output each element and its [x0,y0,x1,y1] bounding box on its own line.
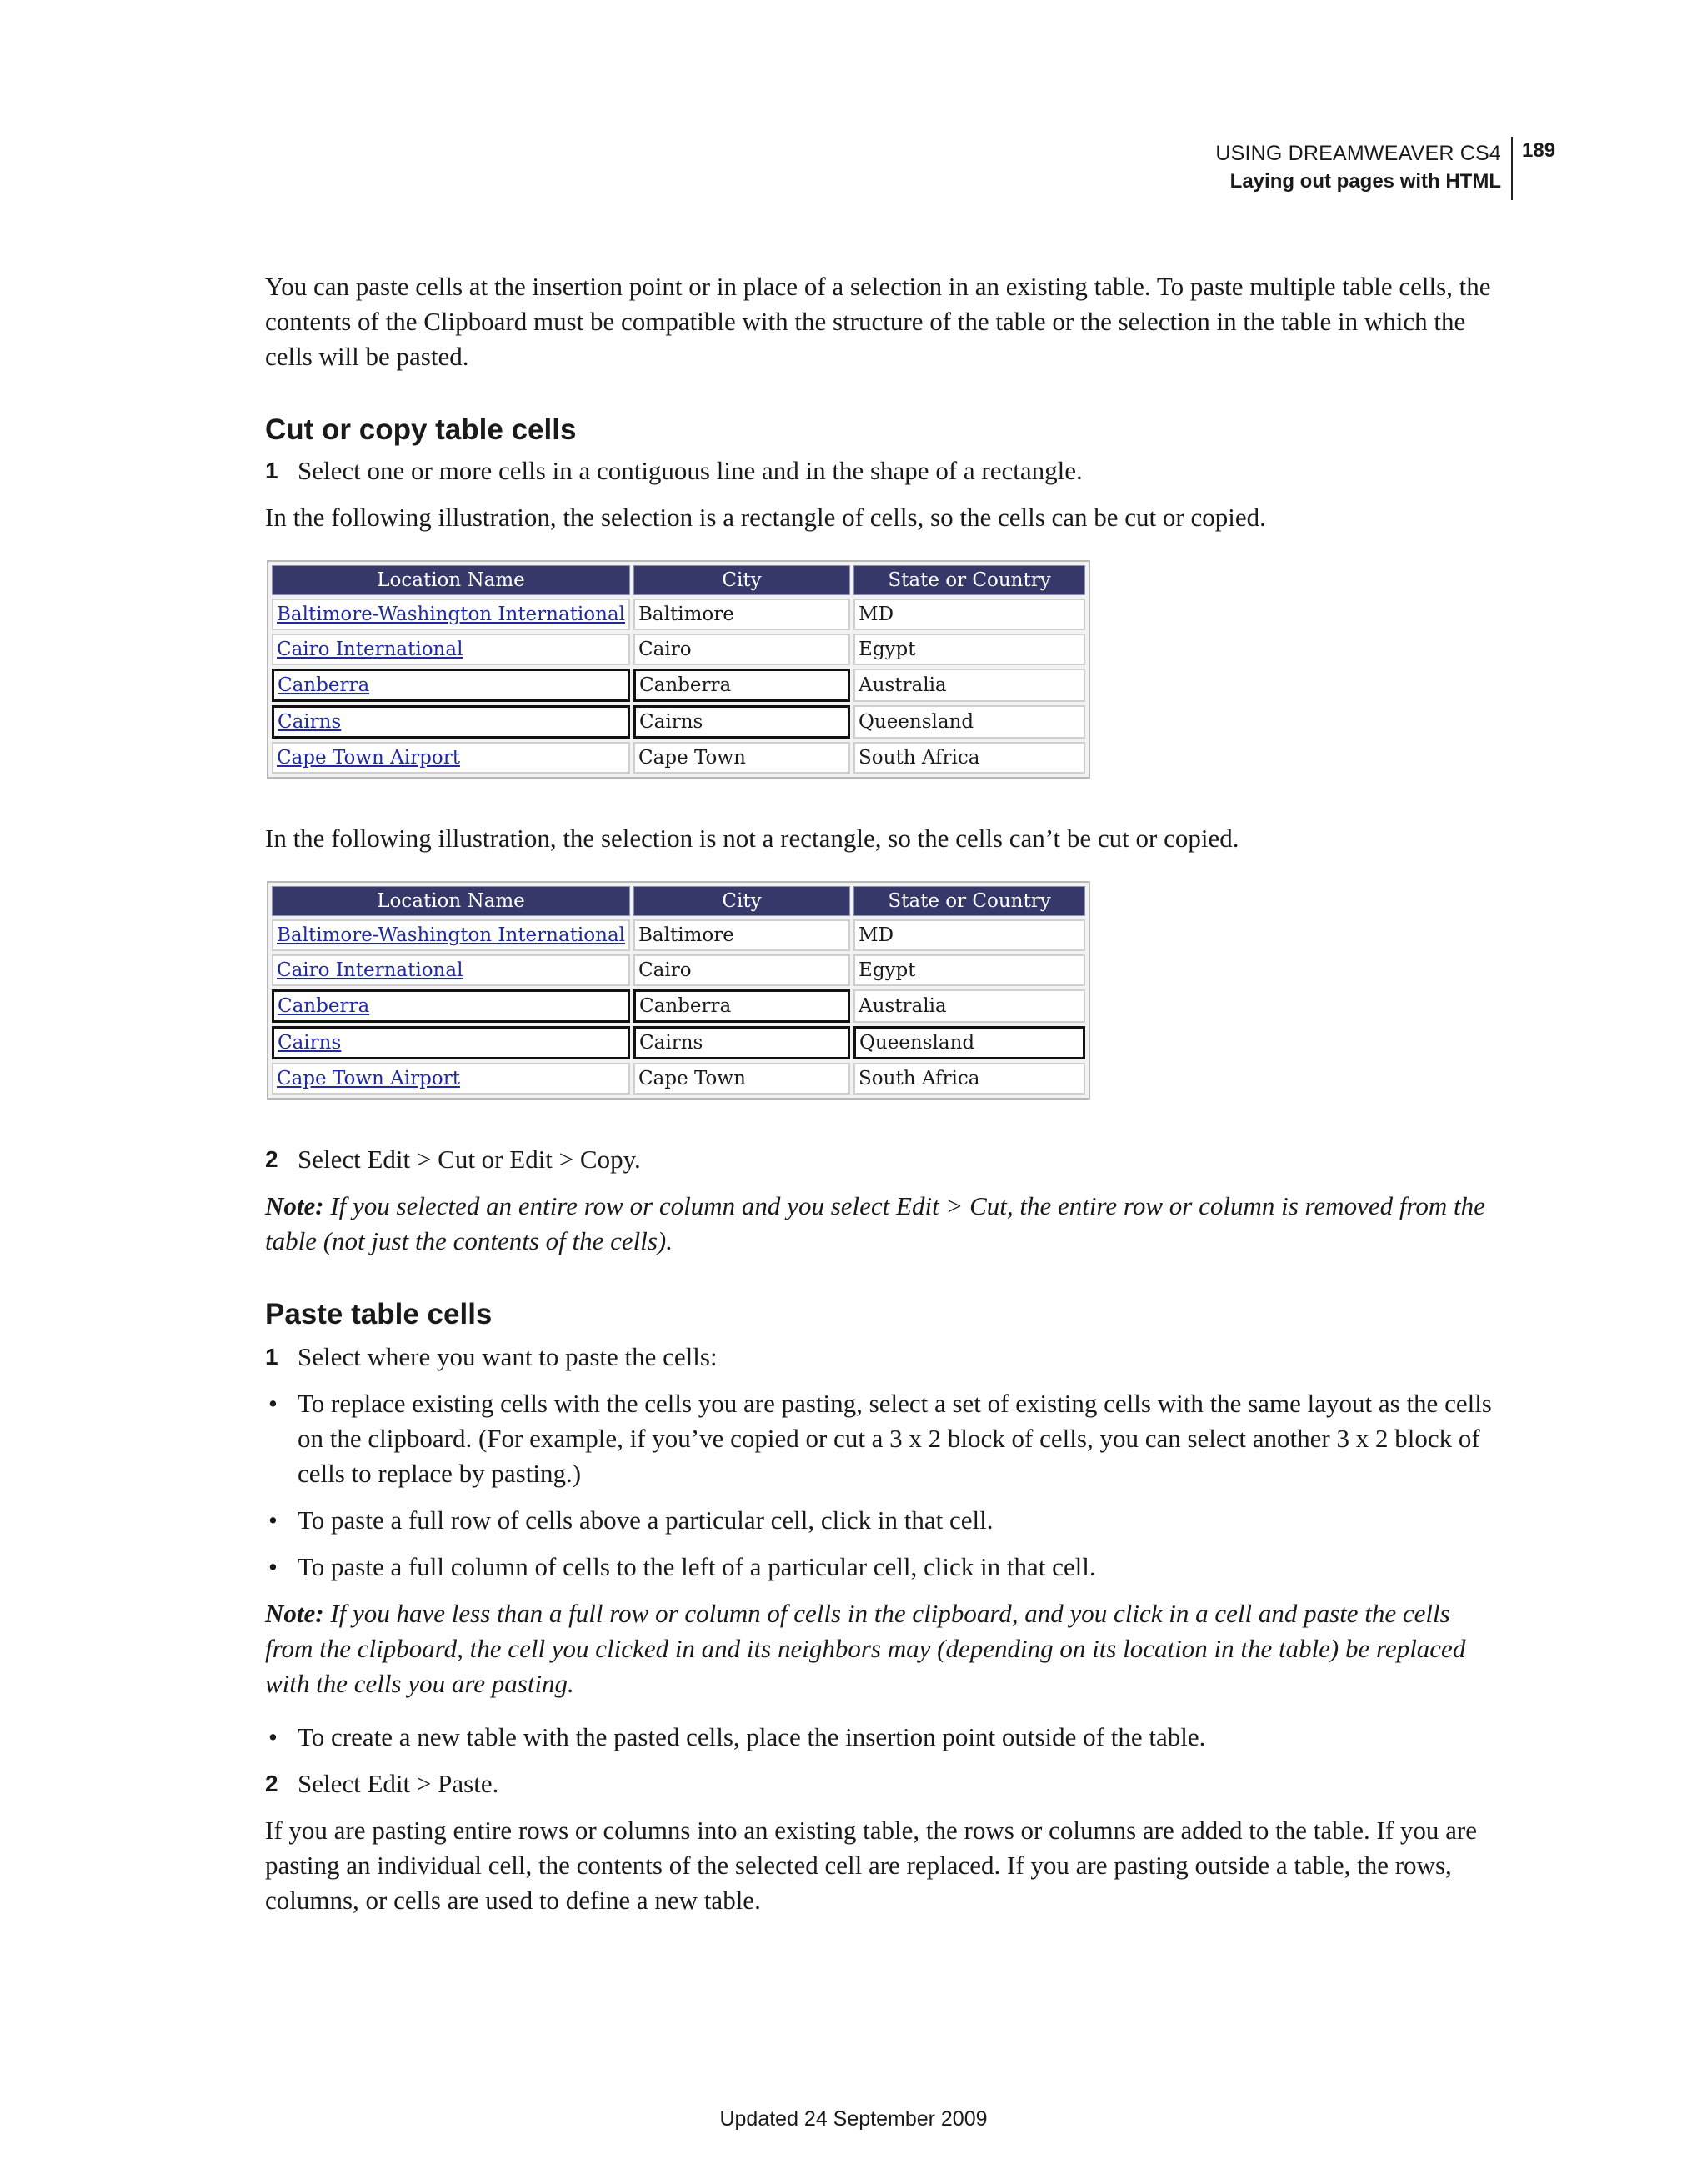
cell-state-selected: Queensland [854,1026,1085,1059]
cell-location-link-selected[interactable]: Canberra [272,669,630,702]
step-number: 1 [265,458,278,483]
header-divider [1511,137,1513,200]
header-city: City [633,565,850,595]
cell-state: MD [854,919,1085,951]
step-number: 1 [265,1344,278,1370]
cell-city: Baltimore [633,599,850,630]
cell-location-link-selected[interactable]: Cairns [272,705,630,739]
table-screenshot-rectangle [267,560,1090,779]
cell-state: Australia [854,989,1085,1023]
step-text: Select Edit > Paste. [298,1769,499,1798]
table-row [272,599,1085,630]
chapter-title: Laying out pages with HTML [1229,170,1501,193]
bullet-text: To paste a full row of cells above a particular cell, click in that cell. [298,1505,994,1535]
header-state-country: State or Country [854,565,1085,595]
table-header-row [272,886,1085,916]
cell-city: Cape Town [633,1063,850,1095]
cell-state: South Africa [854,742,1085,774]
cell-city-selected: Canberra [633,989,850,1023]
header-location-name: Location Name [272,565,630,595]
nonrect-caption: In the following illustration, the selection is not a rectangle, so the cells can’t be cut or copied. [265,824,1239,853]
bullet-text: To create a new table with the pasted cells, place the insertion point outside of the table. [298,1722,1206,1751]
table-row [272,705,1085,739]
bullet-mark: • [268,1552,278,1581]
cell-state: Egypt [854,954,1085,986]
paste-note [265,1596,1499,1701]
cell-city-selected: Cairns [633,1026,850,1059]
cell-location-link[interactable]: Cape Town Airport [272,742,630,774]
table-row [272,634,1085,665]
header-state-country: State or Country [854,886,1085,916]
bullet-mark: • [268,1722,278,1751]
table-row [272,1026,1085,1059]
step-number: 2 [265,1771,278,1796]
cell-state: South Africa [854,1063,1085,1095]
step-text: Select Edit > Cut or Edit > Copy. [298,1145,641,1174]
bullet-mark: • [268,1389,278,1418]
cell-location-link[interactable]: Baltimore-Washington International [272,919,630,951]
table-row [272,669,1085,702]
table-row [272,1063,1085,1095]
cell-location-link[interactable]: Baltimore-Washington International [272,599,630,630]
bullet-mark: • [268,1505,278,1535]
heading-cut-copy: Cut or copy table cells [265,413,577,446]
airport-table [268,562,1089,777]
cell-state: Australia [854,669,1085,702]
cell-location-link[interactable]: Cairo International [272,634,630,665]
cell-location-link-selected[interactable]: Canberra [272,989,630,1023]
step-text: Select one or more cells in a contiguous line and in the shape of a rectangle. [298,456,1083,485]
closing-paragraph: If you are pasting entire rows or columns into an existing table, the rows or columns are added to the table. If you are pasting an individual cell, the contents of the selected cell are replaced. If you are pasting outside a table, the rows, columns, or cells are used to define a new table. [265,1816,1477,1915]
cell-location-link[interactable]: Cape Town Airport [272,1063,630,1095]
book-title: USING DREAMWEAVER CS4 [1215,142,1501,165]
cell-city: Cairo [633,954,850,986]
step-text: Select where you want to paste the cells: [298,1342,718,1371]
table-screenshot-nonrectangle [267,881,1090,1100]
page-number: 189 [1522,139,1556,162]
cell-city: Cairo [633,634,850,665]
cell-state: Queensland [854,705,1085,739]
table-row [272,919,1085,951]
cell-location-link-selected[interactable]: Cairns [272,1026,630,1059]
cut-copy-note [265,1189,1499,1259]
heading-paste: Paste table cells [265,1298,493,1330]
table-row [272,989,1085,1023]
note-text: If you selected an entire row or column and you select Edit > Cut, the entire row or column is removed from the table (not just the contents of the cells). [265,1191,1485,1255]
note-label: Note: [265,1191,324,1220]
running-header [1215,140,1509,195]
cell-city-selected: Cairns [633,705,850,739]
note-label: Note: [265,1599,324,1628]
table-row [272,742,1085,774]
header-city: City [633,886,850,916]
cell-location-link[interactable]: Cairo International [272,954,630,986]
table-row [272,954,1085,986]
cell-city: Baltimore [633,919,850,951]
intro-paragraph: You can paste cells at the insertion point or in place of a selection in an existing table. To paste multiple table cells, the contents of the Clipboard must be compatible with the structure of the table or the selection in the table in which the cells will be pasted. [265,272,1491,371]
bullet-text: To replace existing cells with the cells you are pasting, select a set of existing cells with the same layout as the cells on the clipboard. (For example, if you’ve copied or cut a 3 x 2 block of cells, you can select another 3 x 2 block of cells to replace by pasting.) [298,1389,1492,1488]
cell-state: Egypt [854,634,1085,665]
table-header-row [272,565,1085,595]
cell-state: MD [854,599,1085,630]
note-text: If you have less than a full row or column of cells in the clipboard, and you click in a cell and paste the cells from the clipboard, the cell you clicked in and its neighbors may (depending on its location in the table) be replaced with the cells you are pasting. [265,1599,1466,1698]
bullet-text: To paste a full column of cells to the left of a particular cell, click in that cell. [298,1552,1096,1581]
step-number: 2 [265,1146,278,1172]
header-location-name: Location Name [272,886,630,916]
rect-caption: In the following illustration, the selection is a rectangle of cells, so the cells can be cut or copied. [265,503,1266,532]
cell-city: Cape Town [633,742,850,774]
footer-updated: Updated 24 September 2009 [719,2107,988,2131]
cell-city-selected: Canberra [633,669,850,702]
airport-table [268,883,1089,1098]
